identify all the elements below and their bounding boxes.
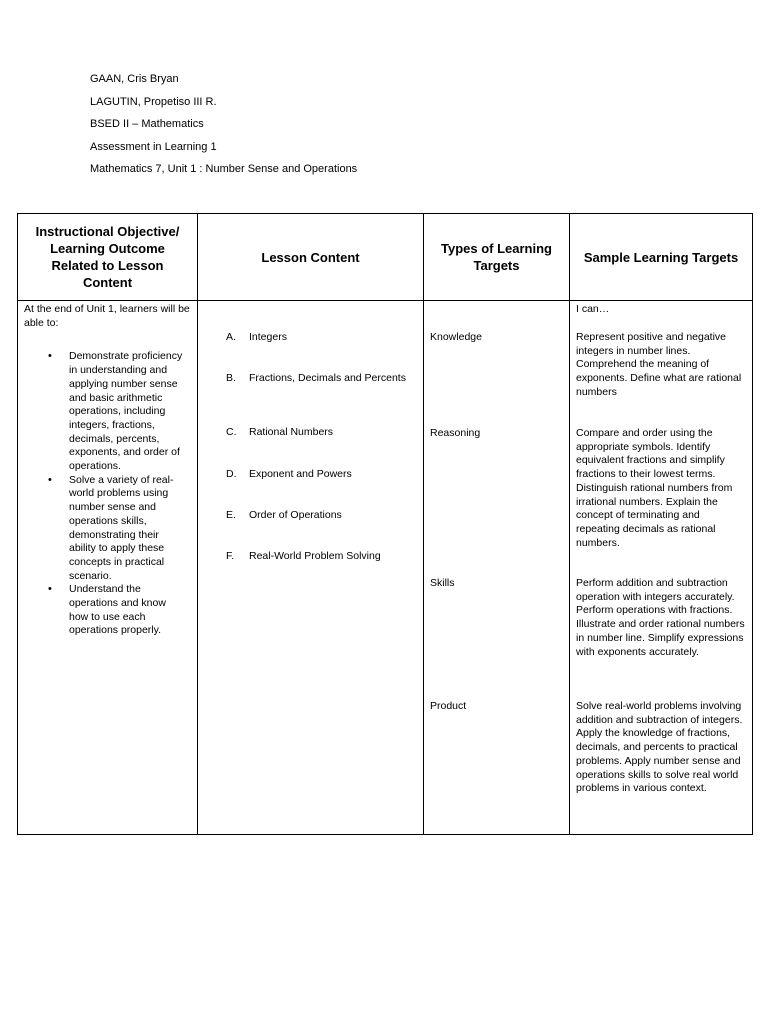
topic-text: Real-World Problem Solving (249, 549, 381, 562)
topic-text: Exponent and Powers (249, 468, 352, 481)
course-section: BSED II – Mathematics (90, 118, 204, 130)
header-types: Types of Learning Targets (424, 214, 570, 301)
type-reasoning: Reasoning (430, 427, 481, 439)
subject-title: Assessment in Learning 1 (90, 140, 217, 153)
type-knowledge: Knowledge (430, 331, 482, 343)
header-lesson-content: Lesson Content (198, 214, 424, 301)
list-item (204, 468, 417, 482)
samples-intro: I can… (576, 303, 610, 315)
objective-text: Understand the operations and know how to use each operations properly. (69, 583, 166, 637)
type-skills: Skills (430, 577, 455, 589)
learning-targets-table (17, 213, 753, 835)
bullet-icon: • (48, 473, 52, 486)
topic-text: Fractions, Decimals and Percents (249, 371, 406, 384)
list-item (24, 474, 191, 584)
list-item (24, 583, 191, 638)
objective-text: Solve a variety of real-world problems using number sense and operations skills, demonstrating their ability to apply these concepts in practical scenario. (69, 473, 174, 582)
document-header (90, 72, 357, 185)
list-marker: E. (226, 508, 236, 521)
sample-skills: Perform addition and subtraction operation with integers accurately. Perform operations with fractions. Illustrate and order rational numbers in number line. Simplify expressions with exponents accurately. (576, 577, 745, 658)
author-name-1: GAAN, Cris Bryan (90, 73, 179, 85)
topic-text: Integers (249, 331, 287, 343)
objectives-cell (18, 301, 198, 835)
type-product: Product (430, 700, 467, 712)
list-item (204, 550, 417, 564)
types-cell (424, 301, 570, 835)
topic-text: Order of Operations (249, 508, 342, 521)
list-item (204, 509, 417, 523)
lesson-content-list (204, 303, 417, 562)
list-marker: B. (226, 371, 236, 384)
unit-title: Mathematics 7, Unit 1 : Number Sense and Operations (90, 163, 358, 175)
list-item (204, 372, 417, 386)
topic-text: Rational Numbers (249, 426, 334, 439)
sample-product: Solve real-world problems involving addition and subtraction of integers. Apply the knowledge of fractions, decimals, and percents to practical problems. Apply number sense and operations skills to solve real world problems in various context. (576, 700, 743, 795)
list-item (204, 426, 417, 440)
table-row (18, 301, 753, 835)
list-marker: A. (226, 331, 236, 343)
lesson-content-cell (198, 301, 424, 835)
list-marker: F. (226, 549, 235, 562)
header-samples: Sample Learning Targets (570, 214, 753, 301)
table-header-row (18, 214, 753, 301)
header-objectives: Instructional Objective/ Learning Outcome Related to Lesson Content (18, 214, 198, 301)
objectives-intro: At the end of Unit 1, learners will be able to: (24, 303, 190, 329)
samples-cell (570, 301, 753, 835)
sample-reasoning: Compare and order using the appropriate symbols. Identify equivalent fractions and simplify fractions to their lowest terms. Distinguish rational numbers from irrational numbers. Explain the concept of terminating and repeating decimals as rational numbers. (576, 427, 733, 549)
bullet-icon: • (48, 350, 52, 363)
objective-text: Demonstrate proficiency in understanding and applying number sense and basic arithmetic operations, including integers, fractions, decimals, percents, exponents, and order of operations. (69, 350, 183, 473)
list-marker: C. (226, 426, 237, 439)
author-name-2: LAGUTIN, Propetiso III R. (90, 95, 217, 108)
sample-knowledge: Represent positive and negative integers in number lines. Comprehend the meaning of exponents. Define what are rational numbers (576, 331, 742, 398)
list-marker: D. (226, 468, 237, 481)
bullet-icon: • (48, 583, 52, 596)
list-item (24, 350, 191, 473)
objectives-list (24, 350, 191, 638)
list-item (204, 331, 417, 345)
